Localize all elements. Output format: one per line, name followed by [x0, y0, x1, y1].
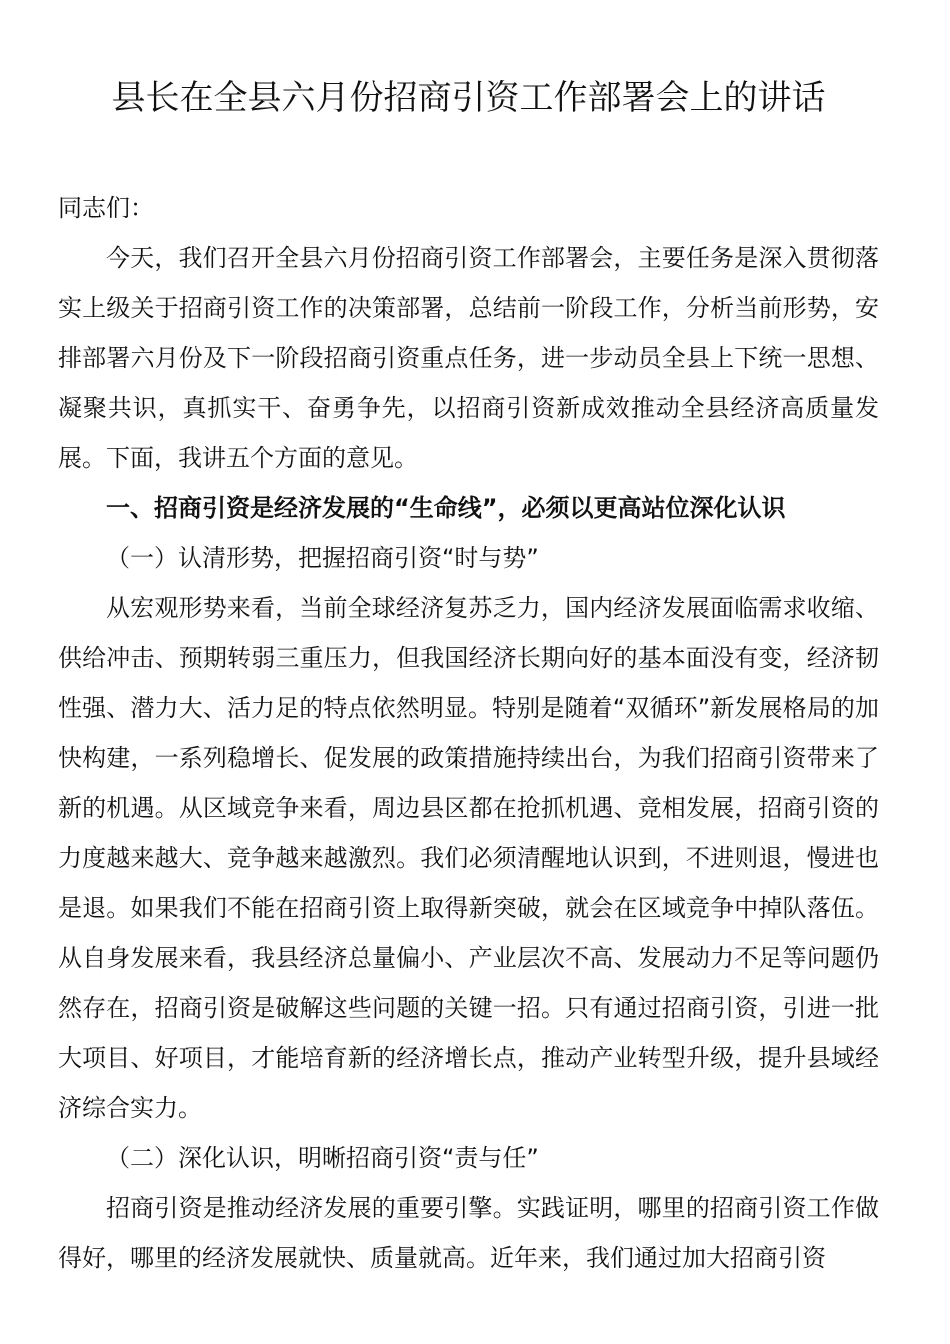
document-body — [58, 183, 879, 1283]
paragraph-responsibility: 招商引资是推动经济发展的重要引擎。实践证明，哪里的招商引资工作做得好，哪里的经济发展就快、质量就高。近年来，我们通过加大招商引资 — [58, 1194, 879, 1272]
paragraph-intro: 今天，我们召开全县六月份招商引资工作部署会，主要任务是深入贯彻落实上级关于招商引资工作的决策部署，总结前一阶段工作，分析当前形势，安排部署六月份及下一阶段招商引资重点任务，进一步动员全县上下统一思想、凝聚共识，真抓实干、奋勇争先，以招商引资新成效推动全县经济高质量发展。下面，我讲五个方面的意见。 — [58, 244, 879, 472]
document-title: 县长在全县六月份招商引资工作部署会上的讲话 — [111, 78, 826, 118]
subsection-heading-2: （二）深化认识，明晰招商引资“责与任” — [106, 1144, 539, 1172]
subsection-heading-1: （一）认清形势，把握招商引资“时与势” — [106, 544, 539, 572]
paragraph-situation: 从宏观形势来看，当前全球经济复苏乏力，国内经济发展面临需求收缩、供给冲击、预期转弱三重压力，但我国经济长期向好的基本面没有变，经济韧性强、潜力大、活力足的特点依然明显。特别是随着“双循环”新发展格局的加快构建，一系列稳增长、促发展的政策措施持续出台，为我们招商引资带来了新的机遇。从区域竞争来看，周边县区都在抢抓机遇、竞相发展，招商引资的力度越来越大、竞争越来越激烈。我们必须清醒地认识到，不进则退，慢进也是退。如果我们不能在招商引资上取得新突破，就会在区域竞争中掉队落伍。从自身发展来看，我县经济总量偏小、产业层次不高、发展动力不足等问题仍然存在，招商引资是破解这些问题的关键一招。只有通过招商引资，引进一批大项目、好项目，才能培育新的经济增长点，推动产业转型升级，提升县域经济综合实力。 — [58, 594, 879, 1122]
section-heading-1: 一、招商引资是经济发展的“生命线”，必须以更高站位深化认识 — [106, 494, 786, 522]
salutation: 同志们： — [58, 194, 154, 222]
